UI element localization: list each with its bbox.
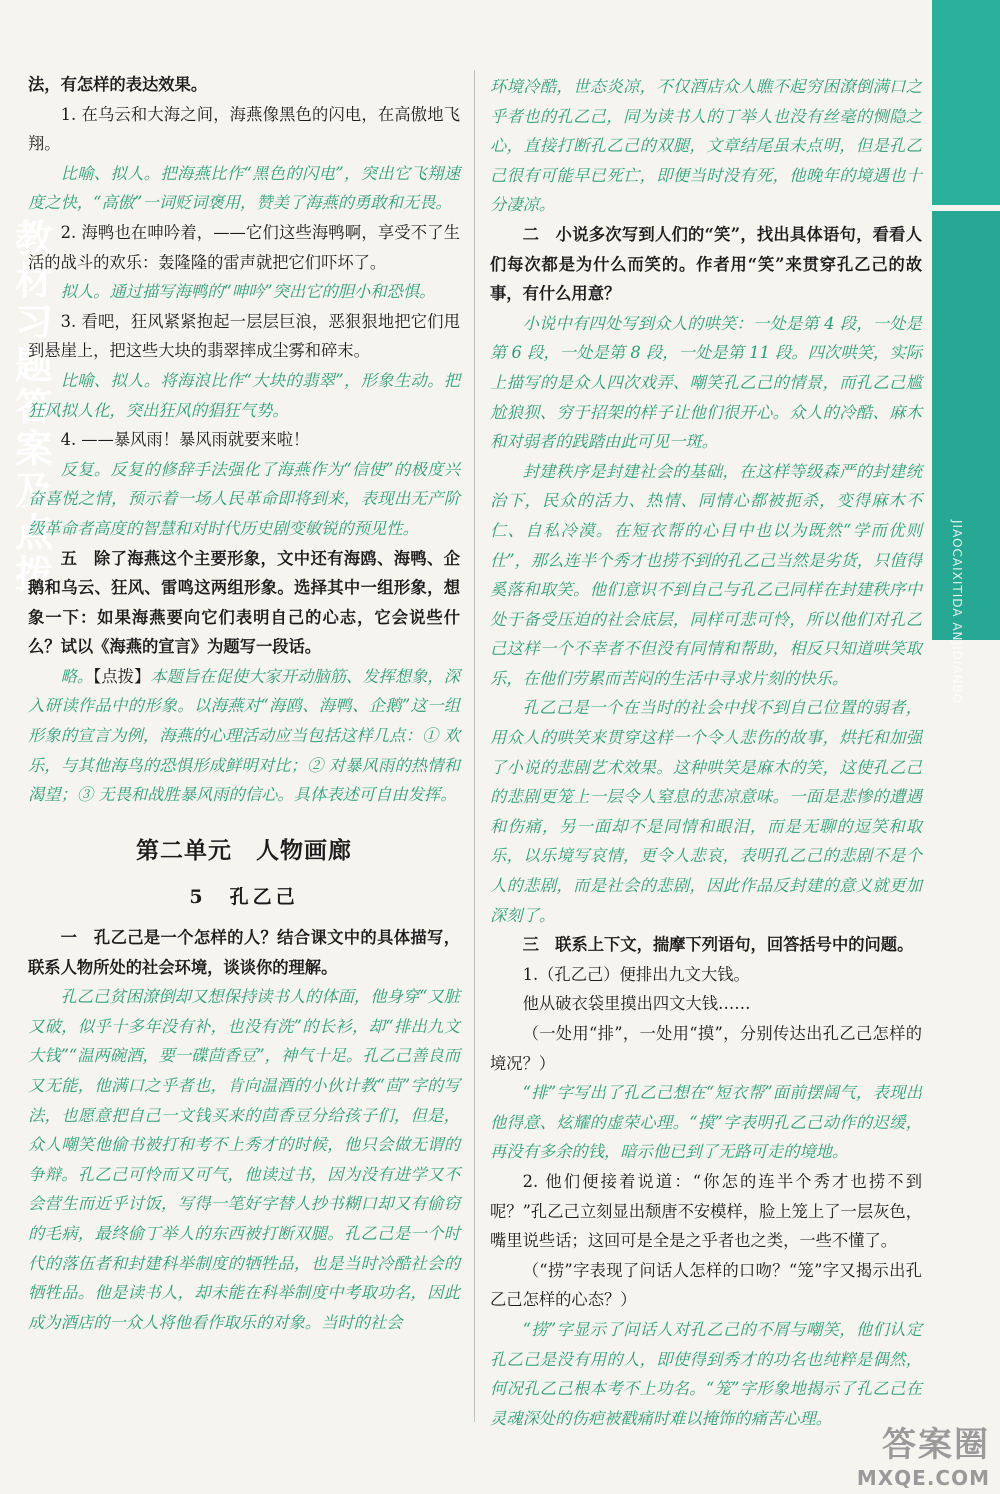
answer-5	[28, 662, 460, 810]
left-answer-4: 反复。反复的修辞手法强化了海燕作为“信使”的极度兴奋喜悦之情，预示着一场人民革命即将到来，表现出无产阶级革命者高度的智慧和对时代历史剧变敏锐的预见性。	[28, 459, 460, 538]
question-2: 二 小说多次写到人们的“笑”，找出具体语句，看看人们每次都是为什么而笑的。作者用“笑”来贯穿孔乙己的故事，有什么用意？	[490, 224, 922, 304]
unit-title: 第二单元 人物画廊	[136, 836, 352, 864]
question-5: 五 除了海燕这个主要形象，文中还有海鸥、海鸭、企鹅和乌云、狂风、雷鸣这两组形象。选择其中一组形象，想象一下：如果海燕要向它们表明自己的心志，它会说些什么？试以《海燕的宣言》为题写一段话。	[28, 548, 460, 657]
answer-5-text: 略。	[60, 666, 94, 686]
lesson-title: 5 孔乙己	[189, 886, 299, 909]
answer-1: 孔乙己贫困潦倒却又想保持读书人的体面，他身穿“又脏又破，似乎十多年没有补，也没有洗”的长衫，却“排出九文大钱”“温两碗酒，要一碟茴香豆”，神气十足。孔乙己善良而又无能，他满口之乎者也，肯向温酒的小伙计教“茴”字的写法，也愿意把自己一文钱买来的茴香豆分给孩子们，但是，众人嘲笑他偷书被打和考不上秀才的时候，他只会做无谓的争辩。孔乙己可怜而又可气，他读过书，因为没有进学又不会营生而近乎讨饭，写得一笔好字替人抄书糊口却又有偷窃的毛病，最终偷丁举人的东西被打断双腿。孔乙己是一个时代的落伍者和封建科举制度的牺牲品，也是当时冷酷社会的牺牲品。他是读书人，却未能在科举制度中考取功名，因此成为酒店的一众人将他看作取乐的对象。当时的社会	[28, 987, 461, 1332]
side-tab	[932, 0, 1000, 640]
sentence-1a: 1.（孔乙己）便排出九文大钱。	[522, 964, 750, 984]
tip-label: 【点拨】	[93, 666, 151, 686]
side-tab-top	[932, 0, 1000, 211]
watermark-url: MXQE.COM	[856, 1466, 990, 1490]
left-item-4: 4. ——暴风雨！暴风雨就要来啦！	[60, 430, 310, 450]
answer-2-part-1: 小说中有四处写到众人的哄笑：一处是第 4 段，一处是第 6 段，一处是第 8 段，一处是第 11 段。四次哄笑，实际上描写的是众人四次戏弄、嘲笑孔乙己的情景，而孔乙己尴尬狼狈、穷于招架的样子让他们很开心。众人的冷酷、麻木和对弱者的践踏由此可见一斑。	[490, 313, 922, 452]
question-3: 三 联系上下文，揣摩下列语句，回答括号中的问题。	[522, 935, 914, 955]
question-1: 一 孔乙己是一个怎样的人？结合课文中的具体描写，联系人物所处的社会环境，谈谈你的理解。	[28, 928, 460, 977]
watermark-logo: 答案圈	[882, 1425, 990, 1465]
answer-2-part-2: 封建秩序是封建社会的基础，在这样等级森严的封建统治下，民众的活力、热情、同情心都被扼杀，变得麻木不仁、自私冷漠。在短衣帮的心目中也以为既然“学而优则仕”，那么连半个秀才也捞不到的孔乙己当然是劣货，只值得奚落和取笑。他们意识不到自己与孔乙己同样在封建秩序中处于备受压迫的社会底层，同样可悲可怜，所以他们对孔乙己这样一个不幸者不但没有同情和帮助，相反只知道哄笑取乐，在他们劳累而苦闷的生活中寻求片刻的快乐。	[490, 461, 922, 688]
sentence-1-question: （一处用“排”，一处用“摸”，分别传达出孔乙己怎样的境况？）	[490, 1024, 922, 1073]
left-answer-3: 比喻、拟人。将海浪比作“大块的翡翠”，形象生动。把狂风拟人化，突出狂风的猖狂气势。	[28, 370, 460, 420]
sentence-2: 2. 他们便接着说道：“你怎的连半个秀才也捞不到呢？”孔乙己立刻显出颓唐不安模样，脸上笼上了一层灰色，嘴里说些话；这回可是全是之乎者也之类，一些不懂了。	[490, 1171, 922, 1251]
answer-1-cont: 环境冷酷，世态炎凉，不仅酒店众人瞧不起穷困潦倒满口之乎者也的孔乙己，同为读书人的丁举人也没有丝毫的恻隐之心，直接打断孔乙己的双腿，文章结尾虽未点明，但是孔乙己很有可能早已死亡，即便当时没有死，他晚年的境遇也十分凄凉。	[490, 77, 922, 215]
left-answer-1: 比喻、拟人。把海燕比作“黑色的闪电”，突出它飞翔速度之快，“高傲”一词贬词褒用，赞美了海燕的勇敢和无畏。	[28, 163, 460, 213]
left-item-3: 3. 看吧，狂风紧紧抱起一层层巨浪，恶狠狠地把它们甩到悬崖上，把这些大块的翡翠摔成尘雾和碎末。	[28, 311, 460, 361]
sentence-2-answer: “捞”字显示了问话人对孔乙己的不屑与嘲笑，他们认定孔乙己是没有用的人，即使得到秀才的功名也纯粹是偶然，何况孔乙己根本考不上功名。“笼”字形象地揭示了孔乙己在灵魂深处的伤疤被戳痛时难以掩饰的痛苦心理。	[490, 1319, 922, 1428]
sentence-2-question: （“捞”字表现了问话人怎样的口吻？“笼”字又揭示出孔乙己怎样的心态？）	[490, 1260, 922, 1310]
answer-5-tip: 本题旨在促使大家开动脑筋、发挥想象，深入研读作品中的形象。以海燕对“海鸥、海鸭、企鹅”这一组形象的宣言为例，海燕的心理活动应当包括这样几点：① 欢乐，与其他海鸟的恐惧形成鲜明对比；② 对暴风雨的热情和渴望；③ 无畏和战胜暴风雨的信心。具体表述可自由发挥。	[28, 666, 460, 805]
side-pinyin: JIAOCAIXITIDA ANJIDIANBO	[950, 520, 964, 705]
left-item-2: 2. 海鸭也在呻吟着，——它们这些海鸭啊，享受不了生活的战斗的欢乐：轰隆隆的雷声就把它们吓坏了。	[28, 222, 460, 272]
answer-2-part-3: 孔乙己是一个在当时的社会中找不到自己位置的弱者，用众人的哄笑来贯穿这样一个令人悲伤的故事，烘托和加强了小说的悲剧艺术效果。这种哄笑是麻木的笑，这使孔乙己的悲剧更笼上一层令人窒息的悲凉意味。一面是悲惨的遭遇和伤痛，另一面却不是同情和眼泪，而是无聊的逗笑和取乐，以乐境写哀情，更令人悲哀，表明孔乙己的悲剧不是个人的悲剧，而是社会的悲剧，因此作品反封建的意义就更加深刻了。	[490, 698, 922, 925]
left-item-1: 1. 在乌云和大海之间，海燕像黑色的闪电，在高傲地飞翔。	[28, 104, 460, 154]
sentence-1-answer: “排”字写出了孔乙己想在“短衣帮”面前摆阔气，表现出他得意、炫耀的虚荣心理。“摸”字表明孔乙己动作的迟缓，再没有多余的钱，暗示他已到了无路可走的境地。	[490, 1083, 922, 1162]
left-line-1: 法，有怎样的表达效果。	[28, 75, 208, 94]
sentence-1b: 他从破衣袋里摸出四文大钱……	[522, 994, 751, 1014]
right-column	[490, 72, 922, 1433]
side-title: 教材习题答案及点拨	[14, 217, 53, 597]
watermark	[790, 1417, 990, 1490]
left-answer-2: 拟人。通过描写海鸭的“呻吟”突出它的胆小和恐惧。	[60, 282, 436, 302]
left-column	[28, 70, 460, 1337]
column-divider	[474, 70, 475, 1422]
